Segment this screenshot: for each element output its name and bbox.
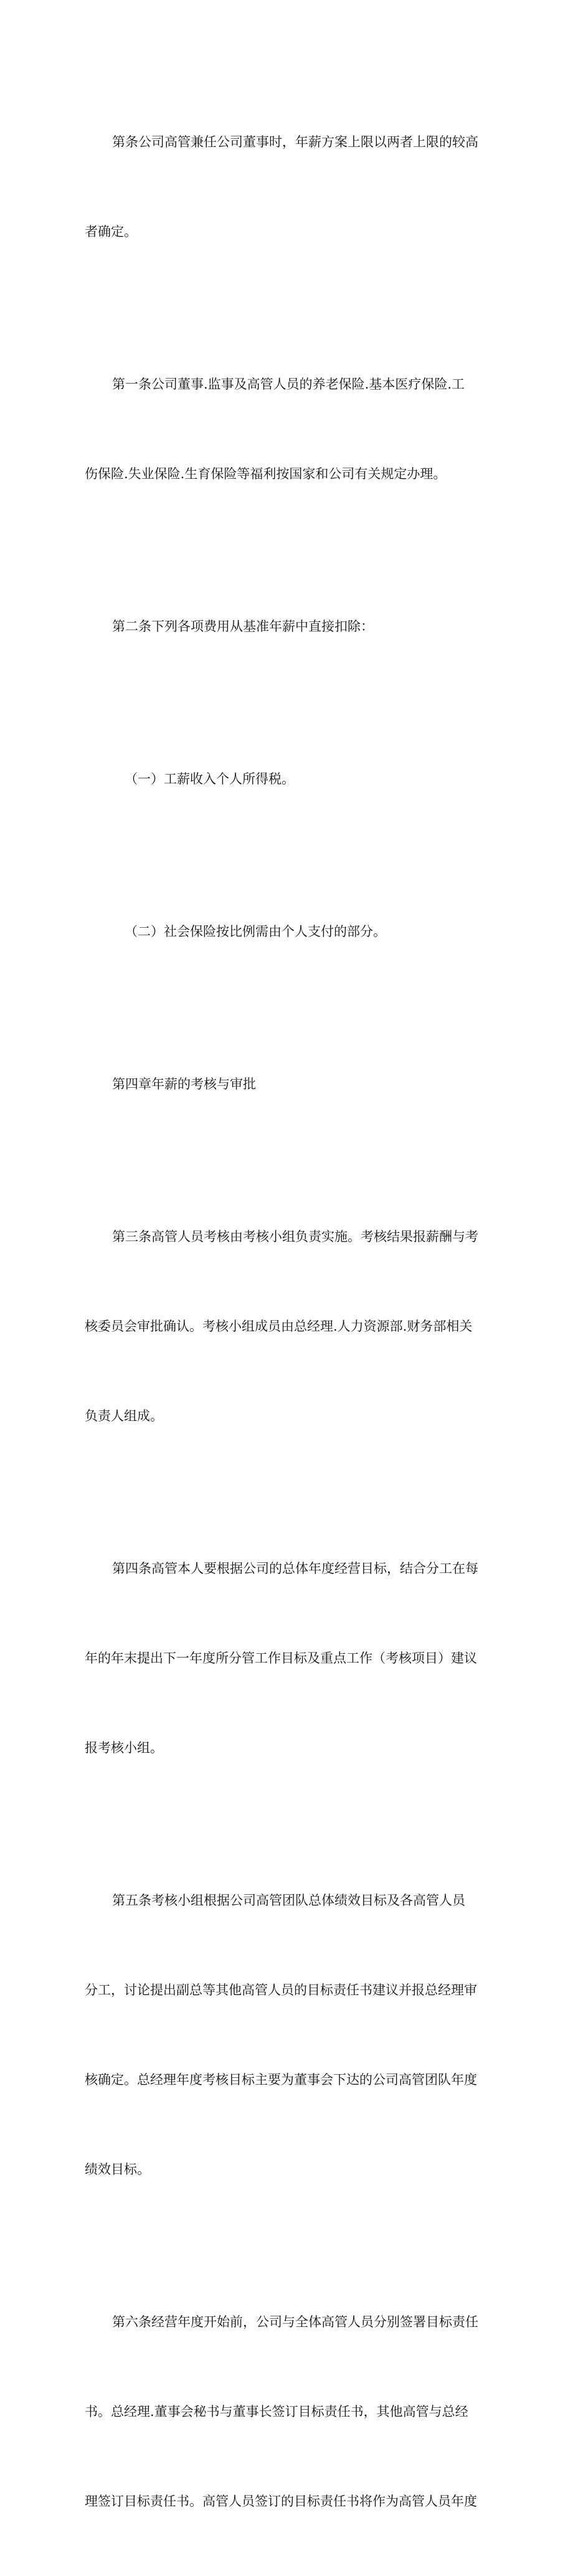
text-line: 分工，讨论提出副总等其他高管人员的目标责任书建议并报总经理审 (85, 1983, 477, 1998)
text-line: 理签订目标责任书。高管人员签订的目标责任书将作为高管人员年度 (85, 2494, 477, 2509)
text-line: 第四条高管本人要根据公司的总体年度经营目标，结合分工在每 (112, 1561, 478, 1576)
text-line: 年的年末提出下一年度所分管工作目标及重点工作（考核项目）建议 (85, 1651, 477, 1666)
text-line: 负责人组成。 (85, 1408, 163, 1423)
text-line: 伤保险.失业保险.生育保险等福利按国家和公司有关规定办理。 (85, 466, 447, 481)
text-line: 第三条高管人员考核由考核小组负责实施。考核结果报薪酬与考 (112, 1229, 478, 1244)
text-line: 第一条公司董事.监事及高管人员的养老保险.基本医疗保险.工 (112, 377, 465, 392)
document-body (85, 67, 486, 2576)
paragraph-article-3 (85, 1162, 486, 1491)
text-line: 第二条下列各项费用从基准年薪中直接扣除： (112, 619, 374, 634)
text-line: 书。总经理.董事会秘书与董事长签订目标责任书，其他高管与总经 (85, 2404, 468, 2419)
text-line: 第五条考核小组根据公司高管团队总体绩效目标及各高管人员 (112, 1893, 465, 1908)
text-line: 者确定。 (85, 224, 137, 239)
paragraph-article-6 (85, 2247, 486, 2576)
paragraph-article-5 (85, 1826, 486, 2244)
list-item-1 (112, 704, 486, 854)
text-line: 报考核小组。 (85, 1740, 163, 1755)
paragraph-article-2 (112, 552, 486, 701)
paragraph-article-dual-role (85, 67, 486, 306)
text-line: 第六条经营年度开始前，公司与全体高管人员分别签署目标责任 (112, 2314, 478, 2329)
text-line: （二）社会保险按比例需由个人支付的部分。 (125, 924, 386, 939)
text-line: 核委员会审批确认。考核小组成员由总经理.人力资源部.财务部相关 (85, 1319, 473, 1334)
text-line: 第条公司高管兼任公司董事时，年薪方案上限以两者上限的较高 (112, 134, 478, 149)
paragraph-article-4 (85, 1494, 486, 1823)
text-line: 绩效目标。 (85, 2162, 150, 2177)
chapter-heading (112, 1009, 486, 1159)
paragraph-article-1 (85, 309, 486, 549)
text-line: （一）工薪收入个人所得税。 (125, 771, 295, 786)
text-line: 核确定。总经理年度考核目标主要为董事会下达的公司高管团队年度 (85, 2072, 477, 2087)
text-line: 第四章年薪的考核与审批 (112, 1077, 256, 1092)
list-item-2 (112, 857, 486, 1006)
